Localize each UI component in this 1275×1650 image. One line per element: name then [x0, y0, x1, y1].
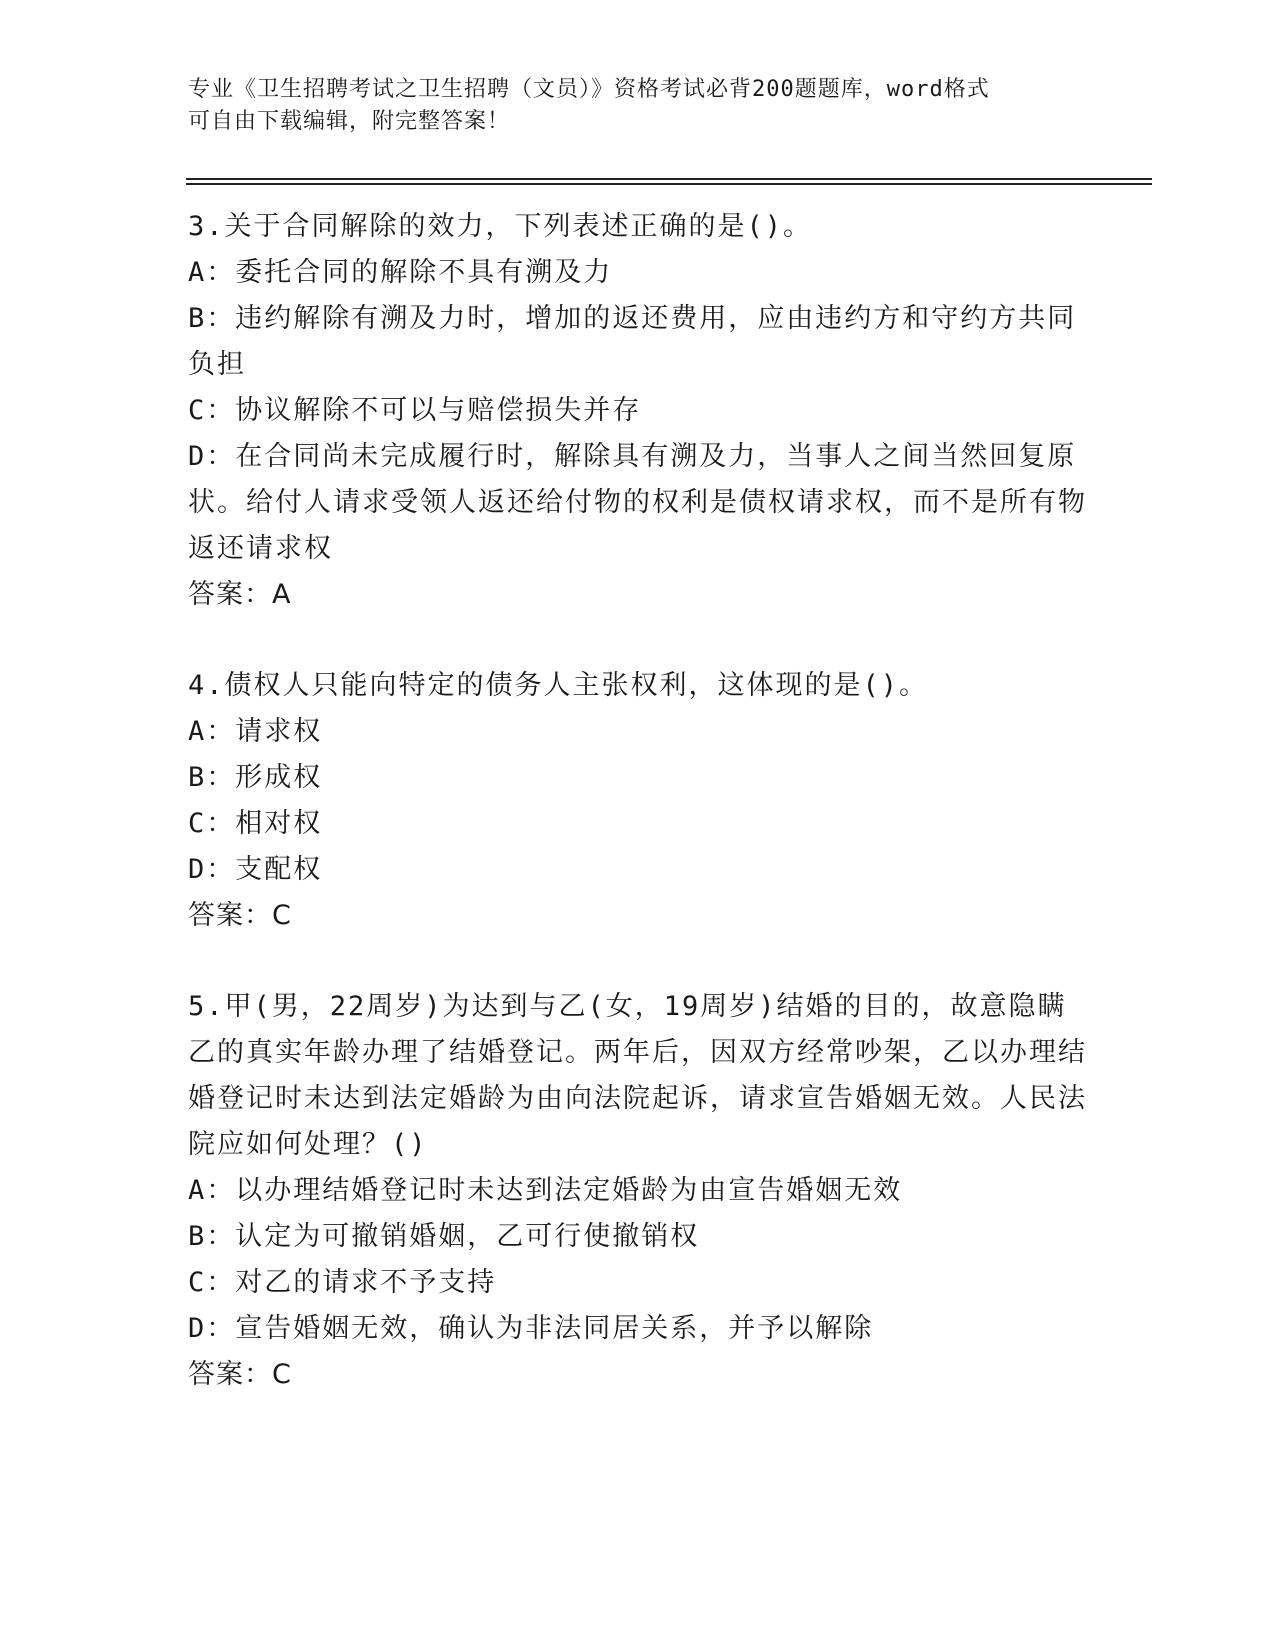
option-a: A：委托合同的解除不具有溯及力 [188, 257, 613, 288]
question-5 [188, 984, 1088, 1398]
question-4 [188, 663, 1088, 939]
header-divider-bottom [186, 183, 1152, 185]
option-c: C：协议解除不可以与赔偿损失并存 [188, 395, 642, 426]
header-line-2: 可自由下载编辑，附完整答案！ [188, 109, 511, 134]
option-b: B：认定为可撤销婚姻，乙可行使撤销权 [188, 1221, 700, 1252]
option-d: D：在合同尚未完成履行时，解除具有溯及力，当事人之间当然回复原状。给付人请求受领人返还给付物的权利是债权请求权，而不是所有物返还请求权 [188, 441, 1087, 564]
document-header [188, 74, 1068, 138]
question-stem: 4.债权人只能向特定的债务人主张权利，这体现的是()。 [188, 670, 929, 701]
option-d: D：支配权 [188, 854, 323, 885]
answer-label: 答案：C [188, 900, 292, 931]
option-b: B：形成权 [188, 762, 323, 793]
option-b: B：违约解除有溯及力时，增加的返还费用，应由违约方和守约方共同负担 [188, 303, 1077, 380]
header-line-1: 专业《卫生招聘考试之卫生招聘（文员）》资格考试必背200题题库，word格式 [188, 77, 990, 102]
header-divider-top [186, 178, 1152, 180]
option-c: C：对乙的请求不予支持 [188, 1267, 497, 1298]
option-a: A：以办理结婚登记时未达到法定婚龄为由宣告婚姻无效 [188, 1175, 903, 1206]
question-list [188, 204, 1088, 1443]
answer-label: 答案：C [188, 1359, 292, 1390]
option-d: D：宣告婚姻无效，确认为非法同居关系，并予以解除 [188, 1313, 874, 1344]
option-c: C：相对权 [188, 808, 323, 839]
question-stem: 5.甲(男，22周岁)为达到与乙(女，19周岁)结婚的目的，故意隐瞒乙的真实年龄办理了结婚登记。两年后，因双方经常吵架，乙以办理结婚登记时未达到法定婚龄为由向法院起诉，请求宣告婚姻无效。人民法院应如何处理？() [188, 991, 1087, 1160]
option-a: A：请求权 [188, 716, 323, 747]
answer-label: 答案：A [188, 579, 292, 610]
question-stem: 3.关于合同解除的效力，下列表述正确的是()。 [188, 211, 813, 242]
question-3 [188, 204, 1088, 618]
